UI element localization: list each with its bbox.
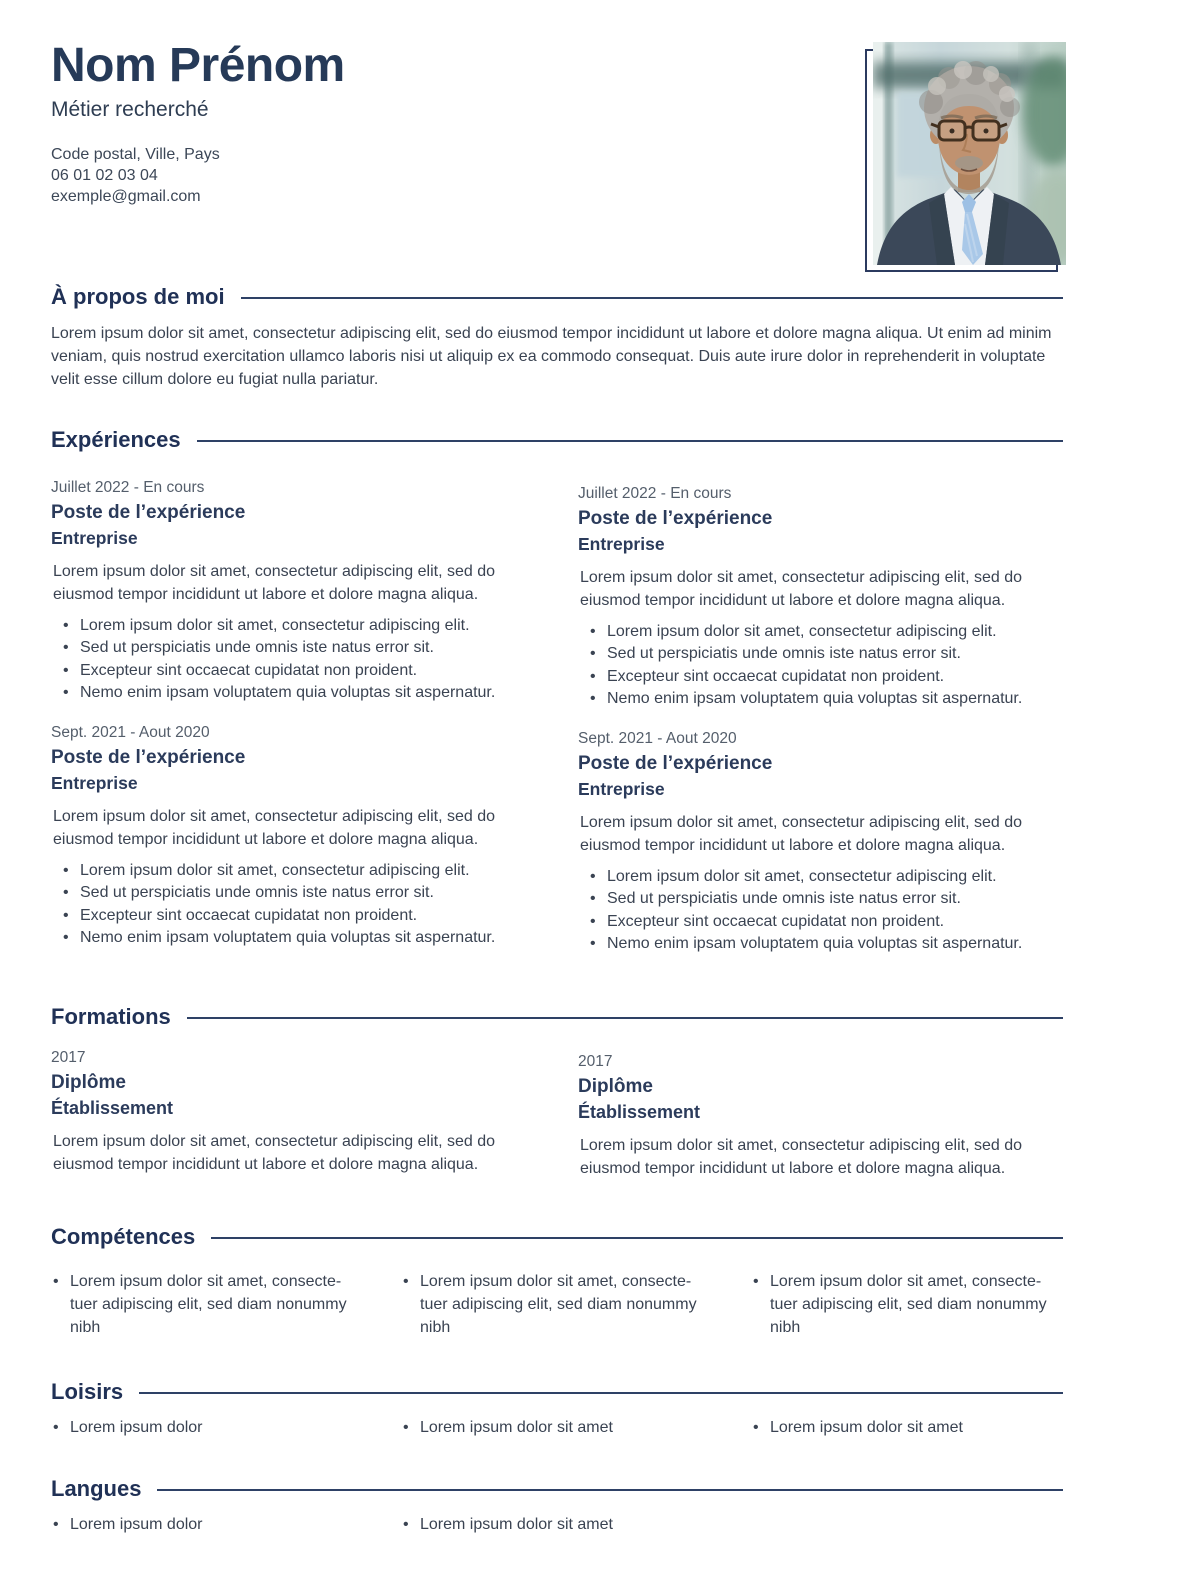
job-title: Métier recherché <box>51 97 209 121</box>
section-skills-header <box>51 1224 1063 1250</box>
hobby-item: • Lorem ipsum dolor sit amet <box>753 1416 1063 1439</box>
bullet-item: • Nemo enim ipsam voluptatem quia voluptas sit aspernatur. <box>63 682 536 705</box>
bullet-item: • Sed ut perspiciatis unde omnis iste natus error sit. <box>63 882 536 905</box>
bullet-item: • Sed ut perspiciatis unde omnis iste natus error sit. <box>590 643 1063 666</box>
bullet-item: • Nemo enim ipsam voluptatem quia voluptas sit aspernatur. <box>590 688 1063 711</box>
experience-description: Lorem ipsum dolor sit amet, consectetur adipiscing elit, sed do eiusmod tempor incididunt ut labore et dolore magna aliqua. <box>53 562 495 603</box>
section-skills-title: Compétences <box>51 1223 196 1249</box>
experience-bullets <box>63 860 536 950</box>
experience-position: Poste de l’expérience <box>578 507 773 529</box>
experience-company: Entreprise <box>578 533 665 554</box>
experience-date: Sept. 2021 - Aout 2020 <box>51 723 210 741</box>
experience-position: Poste de l’expérience <box>51 501 246 523</box>
experience-position: Poste de l’expérience <box>51 746 246 768</box>
education-school: Établissement <box>51 1097 174 1118</box>
bullet-item: • Nemo enim ipsam voluptatem quia voluptas sit aspernatur. <box>63 927 536 950</box>
experience-description: Lorem ipsum dolor sit amet, consectetur adipiscing elit, sed do eiusmod tempor incididunt ut labore et dolore magna aliqua. <box>580 813 1022 854</box>
section-rule <box>157 1489 1063 1491</box>
experience-company: Entreprise <box>51 772 138 793</box>
contact-address: Code postal, Ville, Pays <box>51 145 220 163</box>
experience-description: Lorem ipsum dolor sit amet, consectetur adipiscing elit, sed do eiusmod tempor incididunt ut labore et dolore magna aliqua. <box>53 807 495 848</box>
experience-date: Sept. 2021 - Aout 2020 <box>578 729 737 747</box>
section-education-title: Formations <box>51 1003 171 1029</box>
bullet-item: • Sed ut perspiciatis unde omnis iste natus error sit. <box>63 637 536 660</box>
section-experience-header <box>51 427 1063 453</box>
experience-entry <box>51 478 536 705</box>
experience-date: Juillet 2022 - En cours <box>51 478 205 496</box>
section-experience-title: Expériences <box>51 426 181 452</box>
person-name: Nom Prénom <box>51 39 345 92</box>
section-experience <box>51 427 1063 956</box>
bullet-item: • Nemo enim ipsam voluptatem quia voluptas sit aspernatur. <box>590 933 1063 956</box>
section-rule <box>241 297 1063 299</box>
bullet-item: • Lorem ipsum dolor sit amet, consectetur adipiscing elit. <box>590 866 1063 889</box>
skill-item: • Lorem ipsum dolor sit amet, consectetuer adipiscing elit, sed diam nonummy nibh <box>53 1270 363 1339</box>
profile-photo <box>873 42 1066 265</box>
bullet-item: • Excepteur sint occaecat cupidatat non proident. <box>590 666 1063 689</box>
section-education-header <box>51 1004 1063 1030</box>
bullet-item: • Lorem ipsum dolor sit amet, consectetur adipiscing elit. <box>63 615 536 638</box>
education-column-left <box>51 1048 536 1180</box>
bullet-item: • Lorem ipsum dolor sit amet, consectetur adipiscing elit. <box>590 621 1063 644</box>
section-hobbies-header <box>51 1379 1063 1405</box>
section-about-title: À propos de moi <box>51 283 225 309</box>
education-degree: Diplôme <box>51 1071 126 1093</box>
contact-phone: 06 01 02 03 04 <box>51 166 158 184</box>
section-rule <box>187 1017 1063 1019</box>
section-hobbies <box>51 1379 1063 1439</box>
education-description: Lorem ipsum dolor sit amet, consectetur adipiscing elit, sed do eiusmod tempor incididunt ut labore et dolore magna aliqua. <box>580 1136 1022 1177</box>
hobby-item: • Lorem ipsum dolor sit amet <box>403 1416 713 1439</box>
experience-company: Entreprise <box>578 778 665 799</box>
experience-entry <box>51 723 536 950</box>
education-entry <box>51 1048 536 1176</box>
contact-email: exemple@gmail.com <box>51 187 201 205</box>
experience-column-left <box>51 478 536 956</box>
education-year: 2017 <box>51 1048 86 1066</box>
education-school: Établissement <box>578 1101 701 1122</box>
profile-photo-container <box>873 42 1066 265</box>
section-rule <box>211 1237 1063 1239</box>
section-education <box>51 1004 1063 1180</box>
language-item: • Lorem ipsum dolor <box>53 1513 363 1536</box>
education-description: Lorem ipsum dolor sit amet, consectetur adipiscing elit, sed do eiusmod tempor incididunt ut labore et dolore magna aliqua. <box>53 1132 495 1173</box>
experience-entry <box>578 484 1063 711</box>
section-rule <box>139 1392 1063 1394</box>
bullet-item: • Excepteur sint occaecat cupidatat non proident. <box>63 905 536 928</box>
section-languages <box>51 1476 1063 1536</box>
bullet-item: • Sed ut perspiciatis unde omnis iste natus error sit. <box>590 888 1063 911</box>
experience-entry <box>578 729 1063 956</box>
section-languages-header <box>51 1476 1063 1502</box>
education-entry <box>578 1052 1063 1180</box>
hobby-item: • Lorem ipsum dolor <box>53 1416 363 1439</box>
section-rule <box>197 440 1063 442</box>
experience-column-right <box>578 484 1063 956</box>
education-degree: Diplôme <box>578 1075 653 1097</box>
experience-description: Lorem ipsum dolor sit amet, consectetur adipiscing elit, sed do eiusmod tempor incididunt ut labore et dolore magna aliqua. <box>580 568 1022 609</box>
about-text: Lorem ipsum dolor sit amet, consectetur adipiscing elit, sed do eiusmod tempor incididunt ut labore et dolore magna aliqua. Ut enim ad minim veniam, quis nostrud exercitation ullamco laboris nisi ut aliquip ex ea commodo consequat. Duis aute irure dolor in reprehenderit in voluptate velit esse cillum dolore eu fugiat nulla pariatur. <box>51 324 1052 388</box>
bullet-item: • Excepteur sint occaecat cupidatat non proident. <box>63 660 536 683</box>
experience-bullets <box>590 621 1063 711</box>
education-column-right <box>578 1052 1063 1180</box>
section-hobbies-title: Loisirs <box>51 1378 124 1404</box>
bullet-item: • Excepteur sint occaecat cupidatat non proident. <box>590 911 1063 934</box>
bullet-item: • Lorem ipsum dolor sit amet, consectetur adipiscing elit. <box>63 860 536 883</box>
experience-position: Poste de l’expérience <box>578 752 773 774</box>
skill-item: • Lorem ipsum dolor sit amet, consectetuer adipiscing elit, sed diam nonummy nibh <box>753 1270 1063 1339</box>
experience-bullets <box>63 615 536 705</box>
experience-company: Entreprise <box>51 527 138 548</box>
section-about-header <box>51 284 1063 310</box>
section-about <box>51 284 1063 391</box>
section-skills <box>51 1224 1063 1339</box>
experience-date: Juillet 2022 - En cours <box>578 484 732 502</box>
education-year: 2017 <box>578 1052 613 1070</box>
experience-bullets <box>590 866 1063 956</box>
language-item: • Lorem ipsum dolor sit amet <box>403 1513 713 1536</box>
skill-item: • Lorem ipsum dolor sit amet, consectetuer adipiscing elit, sed diam nonummy nibh <box>403 1270 713 1339</box>
section-languages-title: Langues <box>51 1475 142 1501</box>
